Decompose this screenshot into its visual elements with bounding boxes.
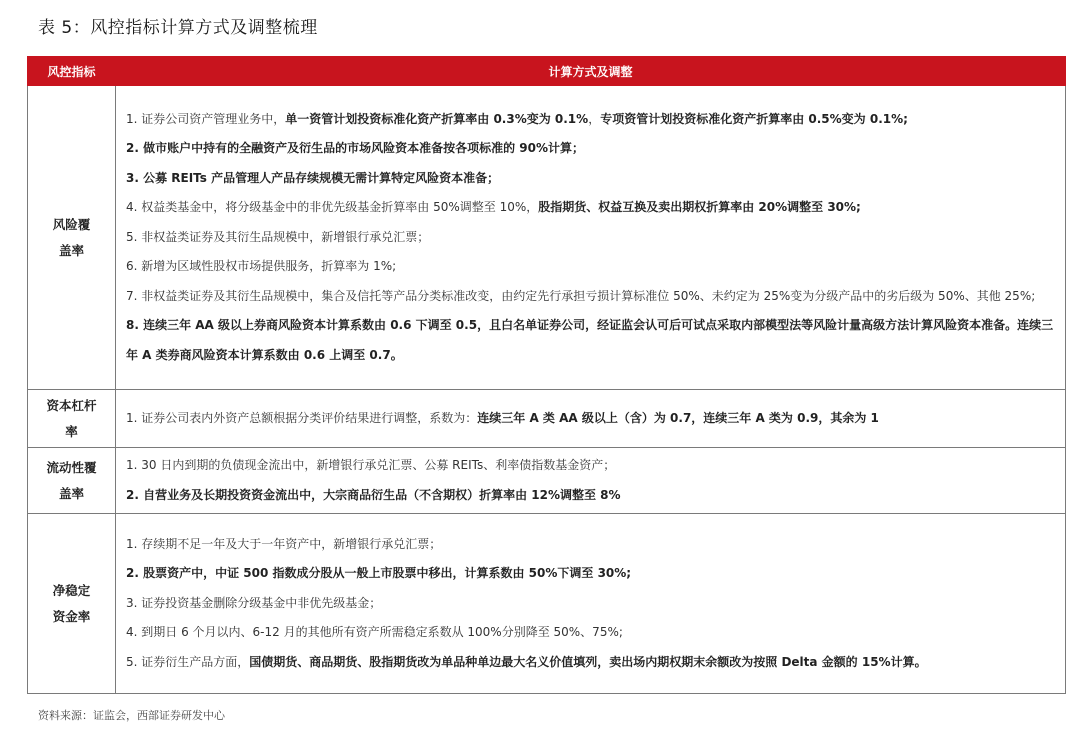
header-indicator: 风控指标: [28, 57, 116, 86]
method-line: [126, 105, 1059, 135]
method-text-bold: 2. 做市账户中持有的全融资产及衍生品的市场风险资本准备按各项标准的 90%计算；: [126, 141, 584, 156]
risk-indicator-table: [27, 56, 1066, 694]
method-text-bold: 3. 公募 REITs 产品管理人产品存续规模无需计算特定风险资本准备；: [126, 170, 500, 185]
method-text-bold: 股指期货、权益互换及卖出期权折算率由 20%调整至 30%;: [538, 200, 861, 215]
table-body: [28, 86, 1066, 694]
indicator-label-cell: [28, 86, 116, 390]
method-text-bold: 国债期货、商品期货、股指期货改为单品种单边最大名义价值填列，卖出场内期权期末余额改为按照 Delta 金额的 15%计算。: [249, 654, 927, 669]
method-cell: [116, 86, 1066, 390]
method-cell: [116, 448, 1066, 514]
indicator-label: 风险覆盖率: [52, 216, 91, 258]
method-line: [126, 451, 1059, 481]
method-text: 4. 到期日 6 个月以内、6-12 月的其他所有资产所需稳定系数从 100%分别降至 50%、75%;: [126, 625, 623, 640]
method-line: [126, 311, 1059, 370]
method-text: 4. 权益类基金中，将分级基金中的非优先级基金折算率由 50%调整至 10%，: [126, 200, 539, 215]
method-text: 1. 存续期不足一年及大于一年资产中，新增银行承兑汇票；: [126, 536, 442, 551]
method-text-bold: 单一资管计划投资标准化资产折算率由 0.3%变为 0.1%: [285, 111, 589, 126]
method-line: [126, 648, 1059, 678]
header-method: 计算方式及调整: [116, 57, 1066, 86]
table-row: [28, 390, 1066, 448]
method-line: [126, 481, 1059, 511]
method-text: ，: [588, 111, 601, 126]
method-line: [126, 404, 1059, 434]
method-text: 1. 30 日内到期的负债现金流出中，新增银行承兑汇票、公募 REITs、利率债指数基金资产；: [126, 458, 616, 472]
indicator-label-cell: [28, 514, 116, 694]
method-line: [126, 223, 1059, 253]
table-row: [28, 86, 1066, 390]
method-text: 7. 非权益类证券及其衍生品规模中，集合及信托等产品分类标准改变，由约定先行承担亏损计算标准位 50%、未约定为 25%变为分级产品中的劣后级为 50%、其他 25%;: [126, 288, 1036, 303]
method-text: 5. 证券衍生产品方面，: [126, 654, 250, 669]
method-text-bold: 连续三年 A 类 AA 级以上（含）为 0.7，连续三年 A 类为 0.9，其余为 1: [477, 410, 879, 425]
table-container: [27, 56, 1066, 694]
indicator-label: 流动性覆盖率: [46, 459, 97, 501]
method-line: [126, 530, 1059, 560]
method-cell: [116, 390, 1066, 448]
method-line: [126, 618, 1059, 648]
method-text-bold: 2. 股票资产中，中证 500 指数成分股从一般上市股票中移出，计算系数由 50%下调至 30%;: [126, 566, 632, 581]
method-text: 6. 新增为区域性股权市场提供服务，折算率为 1%;: [126, 259, 397, 274]
method-text-bold: 8. 连续三年 AA 级以上券商风险资本计算系数由 0.6 下调至 0.5，且白名单证券公司，经证监会认可后可试点采取内部模型法等风险计量高级方法计算风险资本准备。连续三年 A 类券商风险资本计算系数由 0.6 上调至 0.7。: [126, 318, 1054, 362]
indicator-label-cell: [28, 448, 116, 514]
source-note: 资料来源：证监会，西部证券研发中心: [38, 709, 225, 722]
table-title: 表 5：风控指标计算方式及调整梳理: [38, 18, 318, 38]
method-text: 1. 证券公司表内外资产总额根据分类评价结果进行调整，系数为：: [126, 410, 478, 425]
method-line: [126, 282, 1059, 312]
indicator-label: 净稳定资金率: [52, 582, 91, 624]
table-header-row: [28, 57, 1066, 86]
table-row: [28, 448, 1066, 514]
indicator-label-cell: [28, 390, 116, 448]
method-cell: [116, 514, 1066, 694]
method-line: [126, 589, 1059, 619]
method-text-bold: 专项资管计划投资标准化资产折算率由 0.5%变为 0.1%;: [600, 111, 908, 126]
method-line: [126, 164, 1059, 194]
method-line: [126, 252, 1059, 282]
method-text: 5. 非权益类证券及其衍生品规模中，新增银行承兑汇票；: [126, 229, 430, 244]
indicator-label: 资本杠杆率: [46, 397, 97, 439]
method-text: 3. 证券投资基金删除分级基金中非优先级基金；: [126, 595, 382, 610]
method-line: [126, 559, 1059, 589]
table-row: [28, 514, 1066, 694]
method-text: 1. 证券公司资产管理业务中，: [126, 111, 286, 126]
method-line: [126, 193, 1059, 223]
method-text-bold: 2. 自营业务及长期投资资金流出中，大宗商品衍生品（不含期权）折算率由 12%调整至 8%: [126, 487, 621, 502]
method-line: [126, 134, 1059, 164]
